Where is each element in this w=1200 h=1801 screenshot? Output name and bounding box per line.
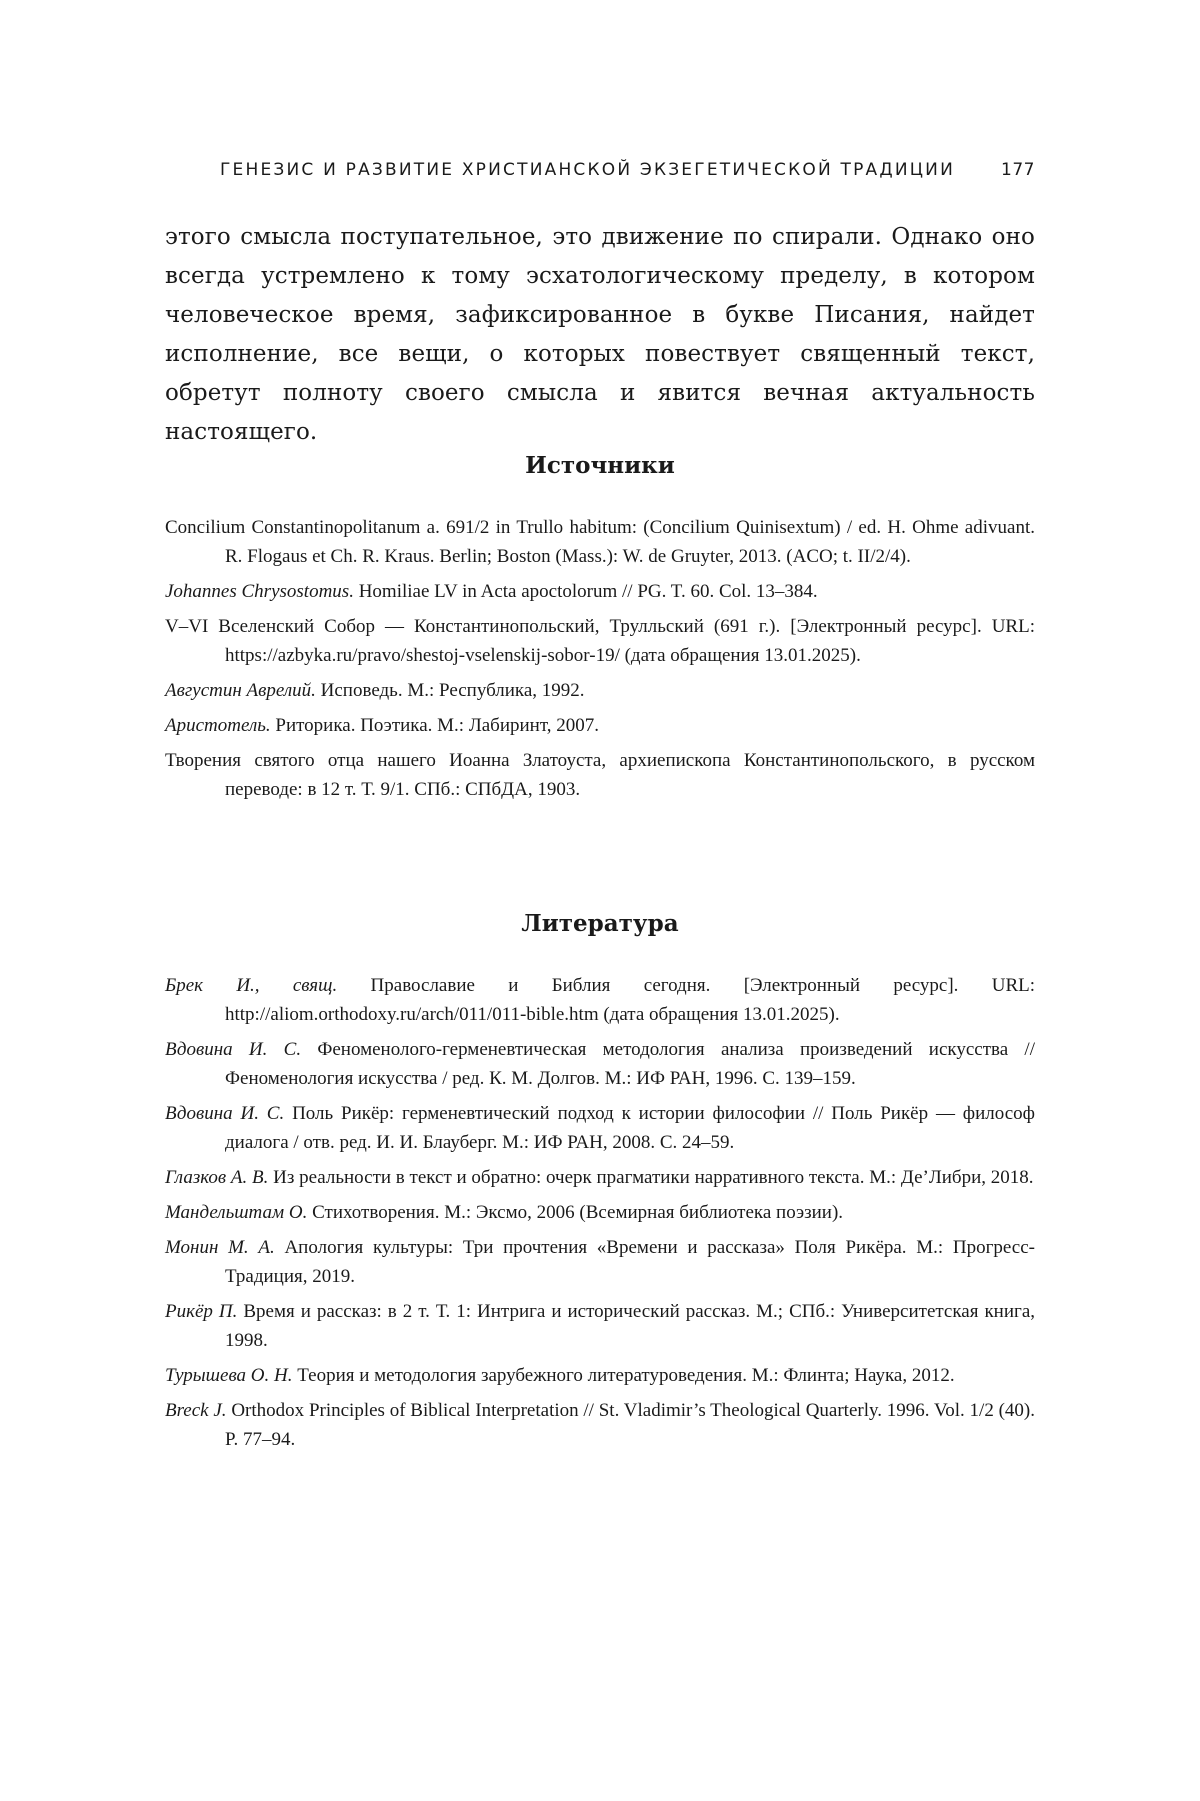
bibliography-entry: [165, 746, 1035, 804]
bibliography-entry: [165, 676, 1035, 705]
entry-author: Breck J.: [165, 1400, 227, 1421]
bibliography-entry: [165, 1035, 1035, 1093]
bibliography-entry: [165, 1099, 1035, 1157]
body-paragraph: этого смысла поступательное, это движение по спирали. Однако оно всегда устремлено к тому эсхатологическому пределу, в котором человеческое время, зафиксированное в букве Писания, найдет исполнение, все вещи, о которых повествует священный текст, обретут полноту своего смысла и явится вечная актуальность настоящего.: [165, 224, 1035, 445]
entry-author: Мандельштам О.: [165, 1202, 308, 1223]
entry-author: Брек И., свящ.: [165, 975, 338, 996]
entry-author: Монин М. А.: [165, 1237, 275, 1258]
entry-text: Творения святого отца нашего Иоанна Златоуста, архиепископа Константинопольского, в русском переводе: в 12 т. Т. 9/1. СПб.: СПбДА, 1903.: [165, 750, 1035, 800]
bibliography-entry: [165, 612, 1035, 670]
bibliography-entry: [165, 1297, 1035, 1355]
entry-text: Теория и методология зарубежного литературоведения. М.: Флинта; Наука, 2012.: [292, 1365, 955, 1386]
entry-author: Турышева О. Н.: [165, 1365, 293, 1386]
entry-text: Исповедь. М.: Республика, 1992.: [315, 680, 585, 701]
entry-text: Риторика. Поэтика. М.: Лабиринт, 2007.: [270, 715, 599, 736]
sources-heading: Источники: [525, 452, 675, 479]
entry-text: Поль Рикёр: герменевтический подход к истории философии // Поль Рикёр — философ диалога / отв. ред. И. И. Блауберг. М.: ИФ РАН, 2008. С. 24–59.: [225, 1103, 1035, 1153]
entry-text: Homiliae LV in Acta apoctolorum // PG. T. 60. Col. 13–384.: [353, 581, 818, 602]
bibliography-entry: [165, 1198, 1035, 1227]
entry-author: Рикёр П.: [165, 1301, 238, 1322]
entry-author: Вдовина И. С.: [165, 1103, 285, 1124]
bibliography-entry: [165, 513, 1035, 571]
sources-list: [165, 513, 1035, 810]
literature-list: [165, 971, 1035, 1460]
bibliography-entry: [165, 1163, 1035, 1192]
bibliography-entry: [165, 1233, 1035, 1291]
entry-author: Вдовина И. С.: [165, 1039, 302, 1060]
bibliography-entry: [165, 711, 1035, 740]
entry-author: Johannes Chrysostomus.: [165, 581, 354, 602]
entry-author: Глазков А. В.: [165, 1167, 269, 1188]
entry-text: Стихотворения. М.: Эксмо, 2006 (Всемирная библиотека поэзии).: [307, 1202, 844, 1223]
literature-heading: Литература: [521, 910, 679, 937]
entry-author: Августин Аврелий.: [165, 680, 316, 701]
entry-text: Апология культуры: Три прочтения «Времени и рассказа» Поля Рикёра. М.: Прогресс-Традиция, 2019.: [225, 1237, 1035, 1287]
entry-text: Orthodox Principles of Biblical Interpretation // St. Vladimir’s Theological Quarterly. 1996. Vol. 1/2 (40). P. 77–94.: [225, 1400, 1035, 1450]
running-header: [165, 160, 1035, 188]
bibliography-entry: [165, 1361, 1035, 1390]
bibliography-entry: [165, 577, 1035, 606]
entry-text: Из реальности в текст и обратно: очерк прагматики нарративного текста. М.: Де’Либри, 2018.: [268, 1167, 1034, 1188]
entry-text: V–VI Вселенский Собор — Константинопольский, Трулльский (691 г.). [Электронный ресурс]. URL: https://azbyka.ru/pravo/shestoj-vselenskij-sobor-19/ (дата обращения 13.01.2025).: [165, 616, 1035, 666]
running-title: ГЕНЕЗИС И РАЗВИТИЕ ХРИСТИАНСКОЙ ЭКЗЕГЕТИЧЕСКОЙ ТРАДИЦИИ: [219, 160, 955, 180]
entry-text: Православие и Библия сегодня. [Электронный ресурс]. URL: http://aliom.orthodoxy.ru/arch/011/011-bible.htm (дата обращения 13.01.2025).: [225, 975, 1036, 1025]
bibliography-entry: [165, 971, 1035, 1029]
entry-text: Время и рассказ: в 2 т. Т. 1: Интрига и исторический рассказ. М.; СПб.: Университетская книга, 1998.: [225, 1301, 1035, 1351]
page-number: 177: [1001, 160, 1035, 180]
entry-text: Concilium Constantinopolitanum a. 691/2 in Trullo habitum: (Concilium Quinisextum) / ed. H. Ohme adivuant. R. Flogaus et Ch. R. Kraus. Berlin; Boston (Mass.): W. de Gruyter, 2013. (ACO; t. II/2/4).: [165, 517, 1035, 567]
bibliography-entry: [165, 1396, 1035, 1454]
entry-author: Аристотель.: [165, 715, 271, 736]
entry-text: Феноменолого-герменевтическая методология анализа произведений искусства // Феноменология искусства / ред. К. М. Долгов. М.: ИФ РАН, 1996. С. 139–159.: [225, 1039, 1035, 1089]
